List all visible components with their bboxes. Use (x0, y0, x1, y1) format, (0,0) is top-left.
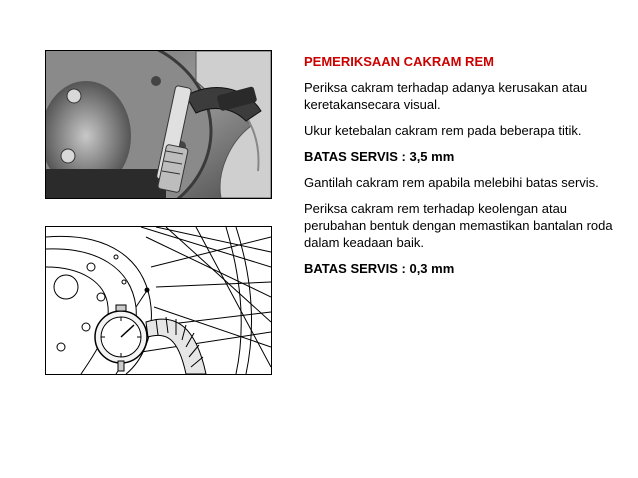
dial-indicator-drawing (45, 226, 272, 375)
dial-indicator-runout-icon (46, 227, 271, 374)
inspection-text (304, 53, 620, 286)
micrometer-measurement-icon (46, 51, 271, 198)
service-limit-runout: BATAS SERVIS : 0,3 mm (304, 261, 455, 276)
paragraph-replace: Gantilah cakram rem apabila melebihi batas servis. (304, 175, 599, 190)
micrometer-photo (45, 50, 272, 199)
paragraph-measure-thickness: Ukur ketebalan cakram rem pada beberapa titik. (304, 123, 582, 138)
section-title: PEMERIKSAAN CAKRAM REM (304, 54, 494, 69)
paragraph-runout-check: Periksa cakram rem terhadap keolengan atau perubahan bentuk dengan memastikan bantalan roda dalam keadaan baik. (304, 201, 613, 250)
paragraph-visual-check: Periksa cakram terhadap adanya kerusakan atau keretakansecara visual. (304, 80, 588, 112)
service-limit-thickness: BATAS SERVIS : 3,5 mm (304, 149, 455, 164)
